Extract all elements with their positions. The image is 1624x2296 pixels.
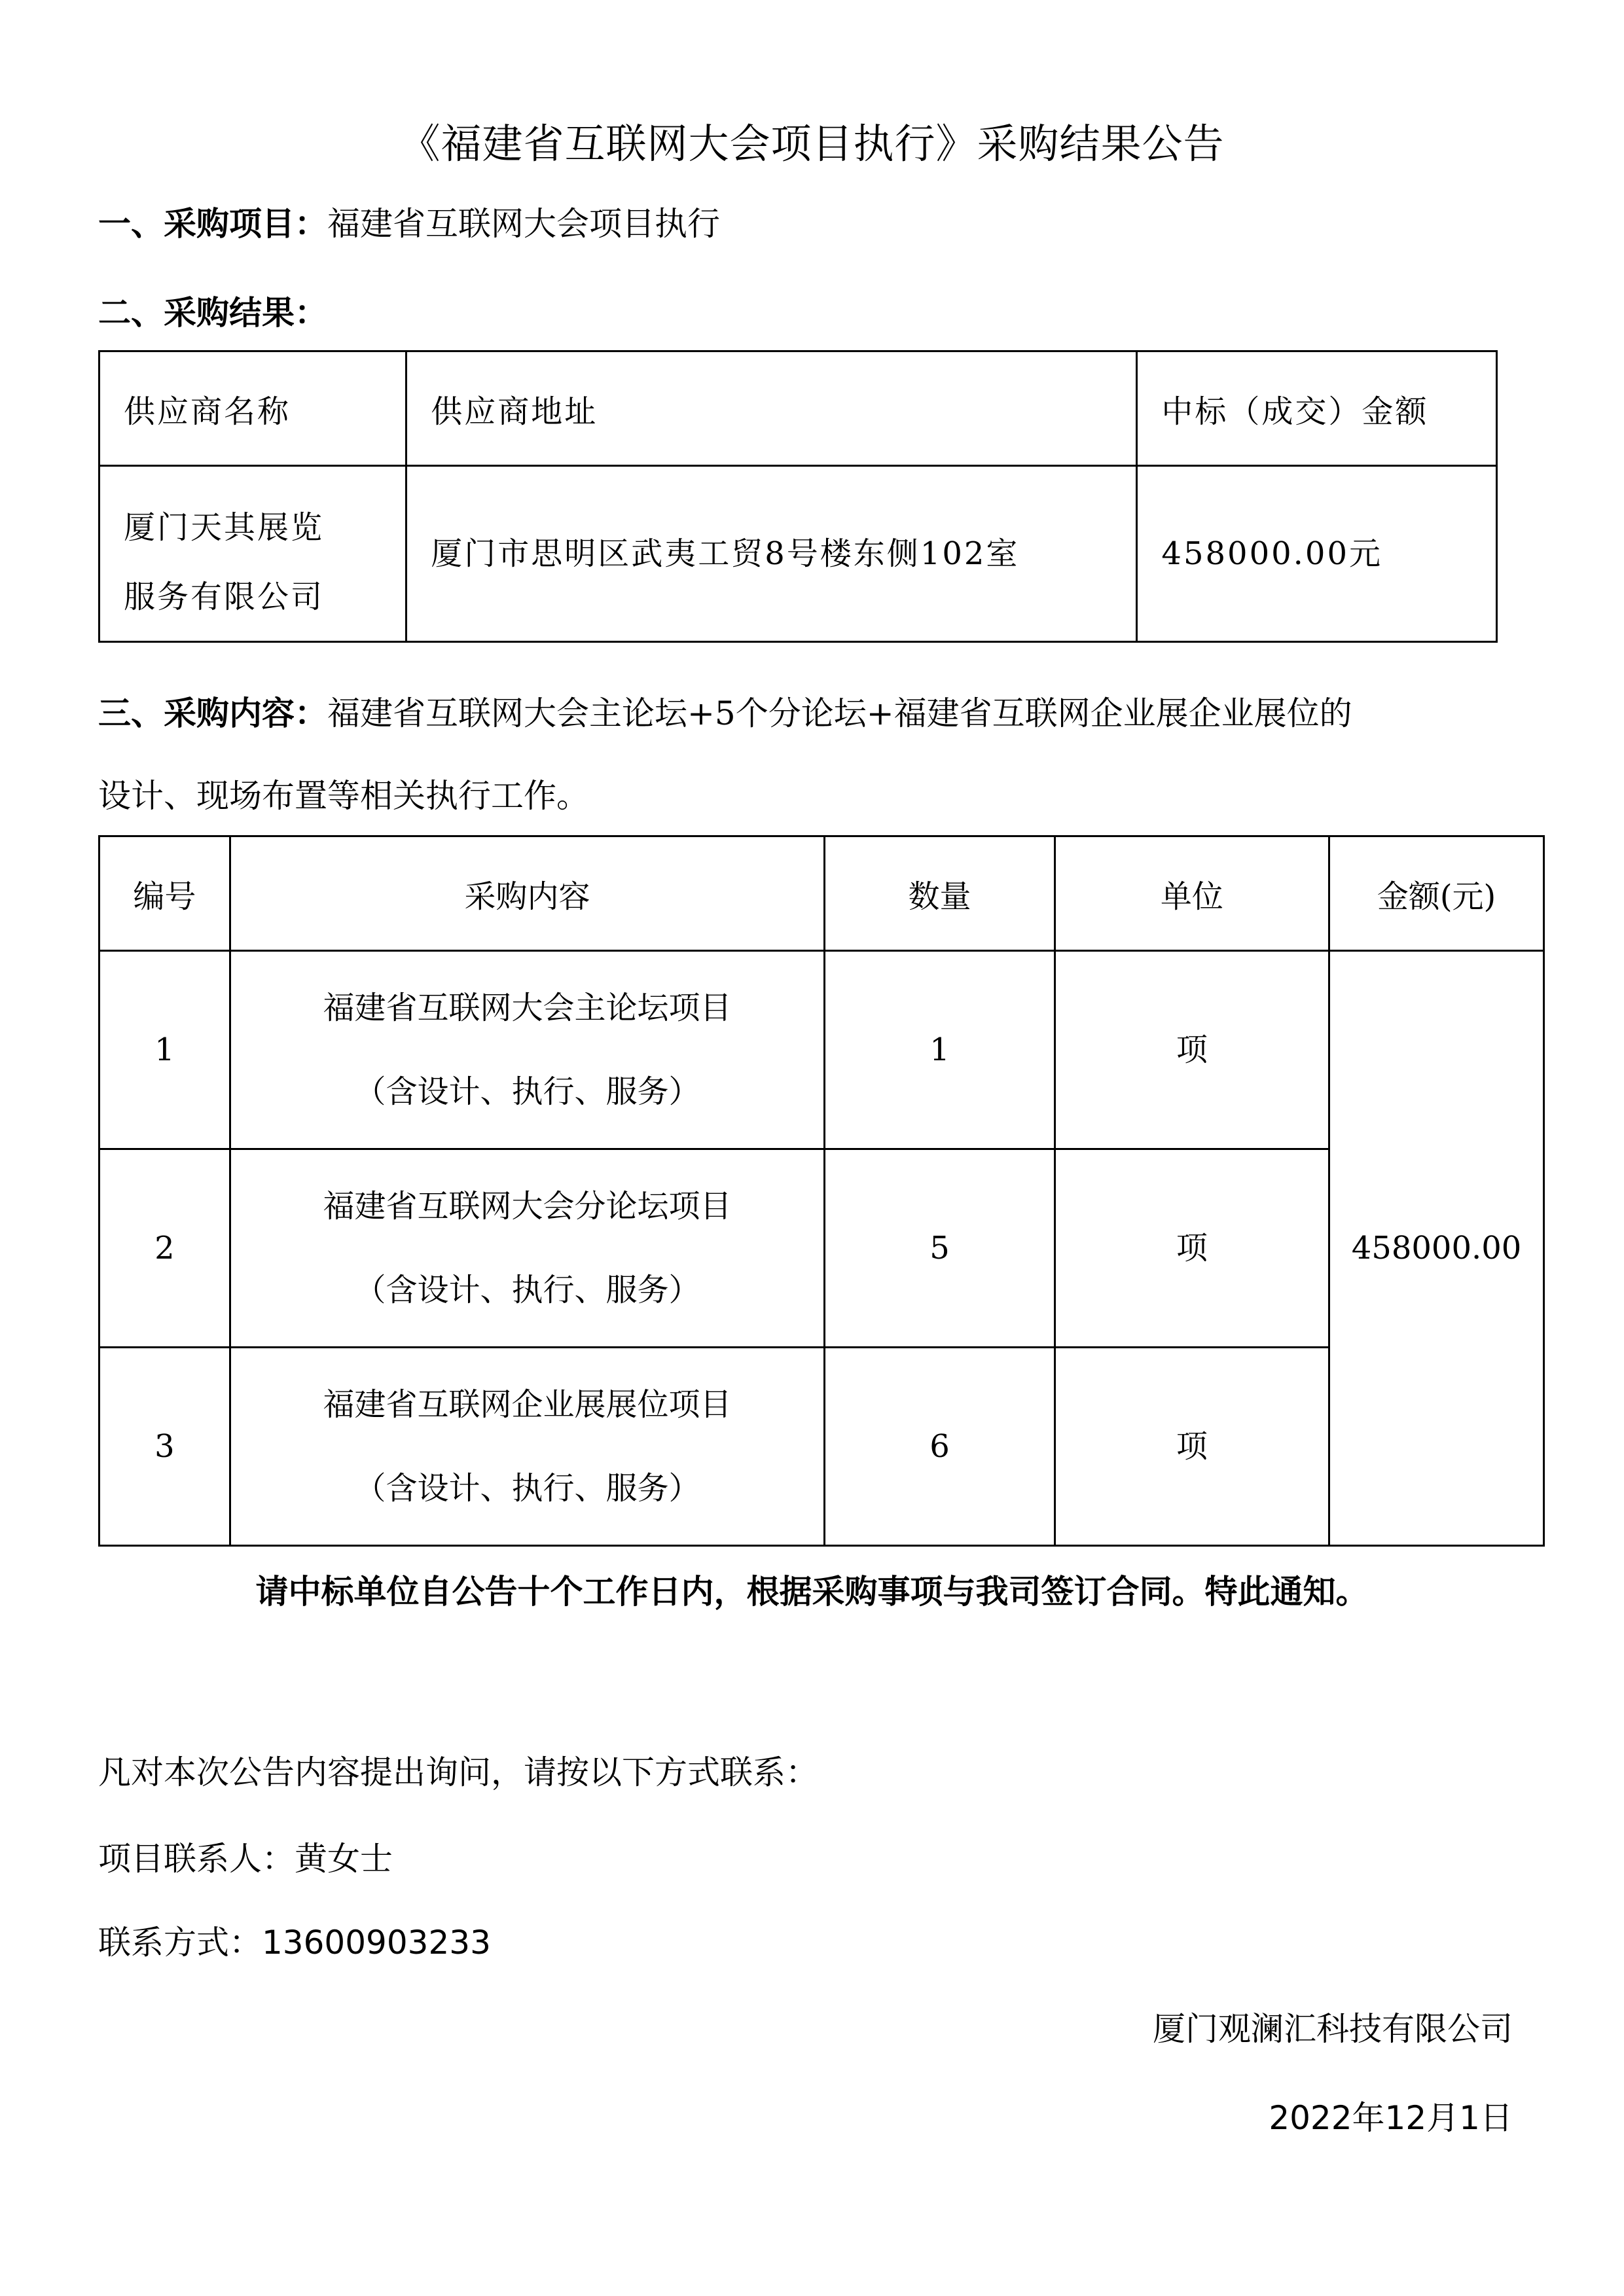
row-unit: 项 <box>1055 951 1329 1149</box>
row-content <box>230 951 825 1149</box>
header-amount: 金额(元) <box>1329 836 1544 951</box>
supplier-address: 厦门市思明区武夷工贸8号楼东侧102室 <box>406 466 1137 642</box>
section1-value: 福建省互联网大会项目执行 <box>327 205 720 243</box>
row-number: 2 <box>99 1149 230 1348</box>
result-table-header <box>99 351 1497 466</box>
row-content-line1: 福建省互联网大会主论坛项目 <box>323 990 732 1026</box>
row-number: 1 <box>99 951 230 1149</box>
signature-date: 2022年12月1日 <box>1269 2099 1513 2137</box>
page-title: 《福建省互联网大会项目执行》采购结果公告 <box>399 120 1225 168</box>
table-row <box>99 1149 1544 1348</box>
contact-person: 项目联系人：黄女士 <box>98 1840 393 1878</box>
section1-heading: 一、采购项目： <box>98 205 327 243</box>
section3-value-line2: 设计、现场布置等相关执行工作。 <box>98 777 589 815</box>
award-amount: 458000.00元 <box>1137 466 1497 642</box>
section-procurement-content <box>98 694 1352 733</box>
contact-intro: 凡对本次公告内容提出询问，请按以下方式联系： <box>98 1753 818 1791</box>
table-row <box>99 466 1497 642</box>
result-table <box>98 350 1498 643</box>
row-number: 3 <box>99 1348 230 1546</box>
row-quantity: 6 <box>825 1348 1055 1546</box>
section2-heading: 二、采购结果： <box>98 294 327 332</box>
row-content-line2: （含设计、执行、服务） <box>354 1470 700 1507</box>
header-number: 编号 <box>99 836 230 951</box>
contact-phone: 联系方式：13600903233 <box>98 1924 491 1962</box>
section3-value-line1: 福建省互联网大会主论坛+5个分论坛+福建省互联网企业展企业展位的 <box>327 694 1352 732</box>
supplier-name-cell <box>99 466 406 642</box>
row-content-line1: 福建省互联网企业展展位项目 <box>323 1386 732 1423</box>
row-unit: 项 <box>1055 1149 1329 1348</box>
content-table-header <box>99 836 1544 951</box>
row-content <box>230 1149 825 1348</box>
row-content <box>230 1348 825 1546</box>
content-table <box>98 835 1545 1547</box>
header-content: 采购内容 <box>230 836 825 951</box>
header-supplier-name: 供应商名称 <box>99 351 406 466</box>
header-unit: 单位 <box>1055 836 1329 951</box>
header-quantity: 数量 <box>825 836 1055 951</box>
header-supplier-address: 供应商地址 <box>406 351 1137 466</box>
row-quantity: 5 <box>825 1149 1055 1348</box>
supplier-name-line2: 服务有限公司 <box>124 579 325 615</box>
row-content-line2: （含设计、执行、服务） <box>354 1272 700 1308</box>
row-content-line1: 福建省互联网大会分论坛项目 <box>323 1188 732 1225</box>
row-quantity: 1 <box>825 951 1055 1149</box>
row-content-line2: （含设计、执行、服务） <box>354 1073 700 1110</box>
table-row <box>99 951 1544 1149</box>
notice-text: 请中标单位自公告十个工作日内，根据采购事项与我司签订合同。特此通知。 <box>255 1573 1369 1611</box>
table-row <box>99 1348 1544 1546</box>
section3-heading: 三、采购内容： <box>98 694 327 732</box>
supplier-name-line1: 厦门天其展览 <box>124 509 325 546</box>
signature-company: 厦门观澜汇科技有限公司 <box>1153 2010 1513 2048</box>
header-award-amount: 中标（成交）金额 <box>1137 351 1497 466</box>
section-procurement-project <box>98 204 720 243</box>
section-procurement-result <box>98 293 327 332</box>
total-amount: 458000.00 <box>1329 951 1544 1546</box>
row-unit: 项 <box>1055 1348 1329 1546</box>
